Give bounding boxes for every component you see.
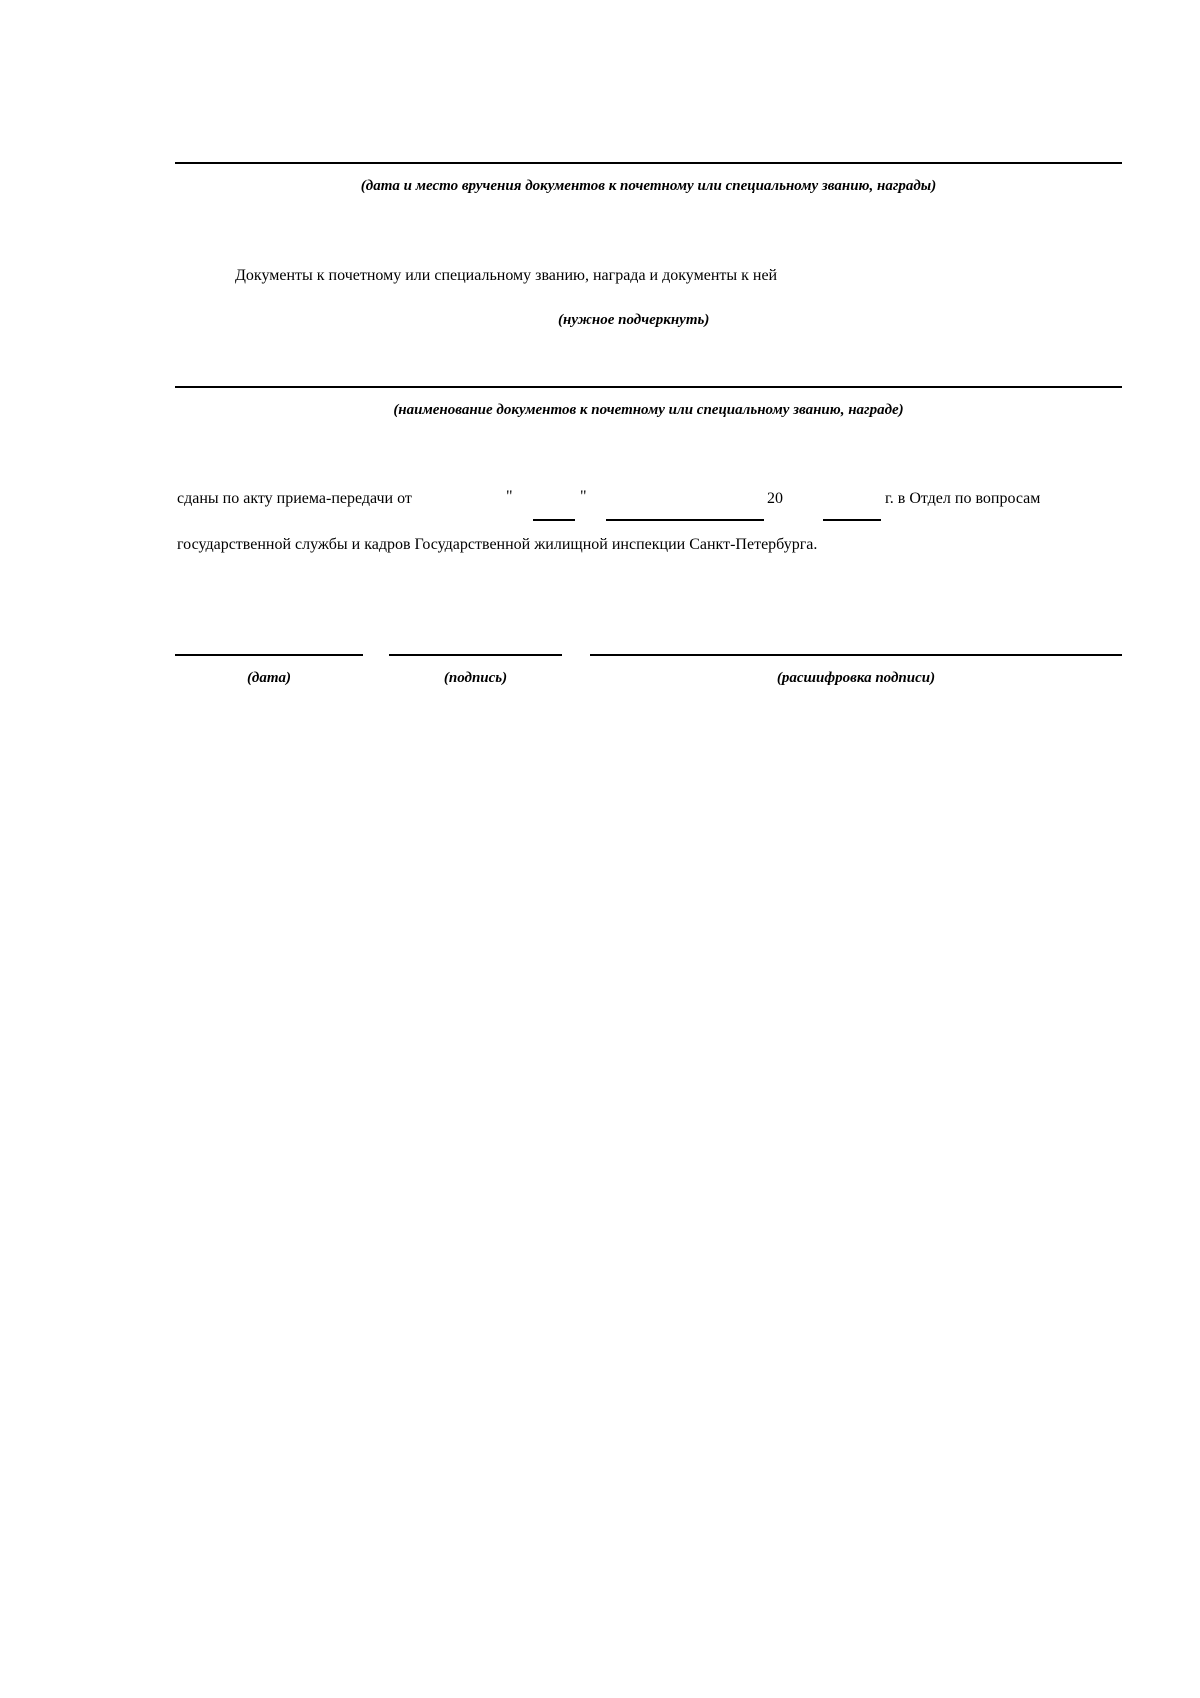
signature-field[interactable] bbox=[389, 654, 562, 656]
documents-name-caption: (наименование документов к почетному или специальному званию, награде) bbox=[393, 402, 904, 418]
handover-place-caption: (дата и место вручения документов к почетному или специальному званию, награды) bbox=[360, 178, 937, 194]
signature-caption: (подпись) bbox=[443, 670, 508, 686]
quote-open: " bbox=[506, 488, 513, 505]
date-field[interactable] bbox=[175, 654, 363, 656]
year-field[interactable] bbox=[823, 519, 881, 521]
signature-decode-caption: (расшифровка подписи) bbox=[776, 670, 936, 686]
month-field[interactable] bbox=[606, 519, 764, 521]
documents-statement: Документы к почетному или специальному званию, награда и документы к ней bbox=[235, 267, 778, 284]
quote-close: " bbox=[580, 488, 587, 505]
day-field[interactable] bbox=[533, 519, 575, 521]
date-caption: (дата) bbox=[246, 670, 292, 686]
year-prefix: 20 bbox=[767, 490, 783, 507]
documents-name-line[interactable] bbox=[175, 386, 1122, 388]
act-suffix: г. в Отдел по вопросам bbox=[885, 490, 1041, 507]
handover-place-line[interactable] bbox=[175, 162, 1122, 164]
act-prefix: сданы по акту приема-передачи от bbox=[177, 490, 412, 507]
signature-decode-field[interactable] bbox=[590, 654, 1122, 656]
underline-needed-caption: (нужное подчеркнуть) bbox=[558, 312, 710, 328]
department-line: государственной службы и кадров Государственной жилищной инспекции Санкт-Петербурга. bbox=[177, 536, 818, 553]
